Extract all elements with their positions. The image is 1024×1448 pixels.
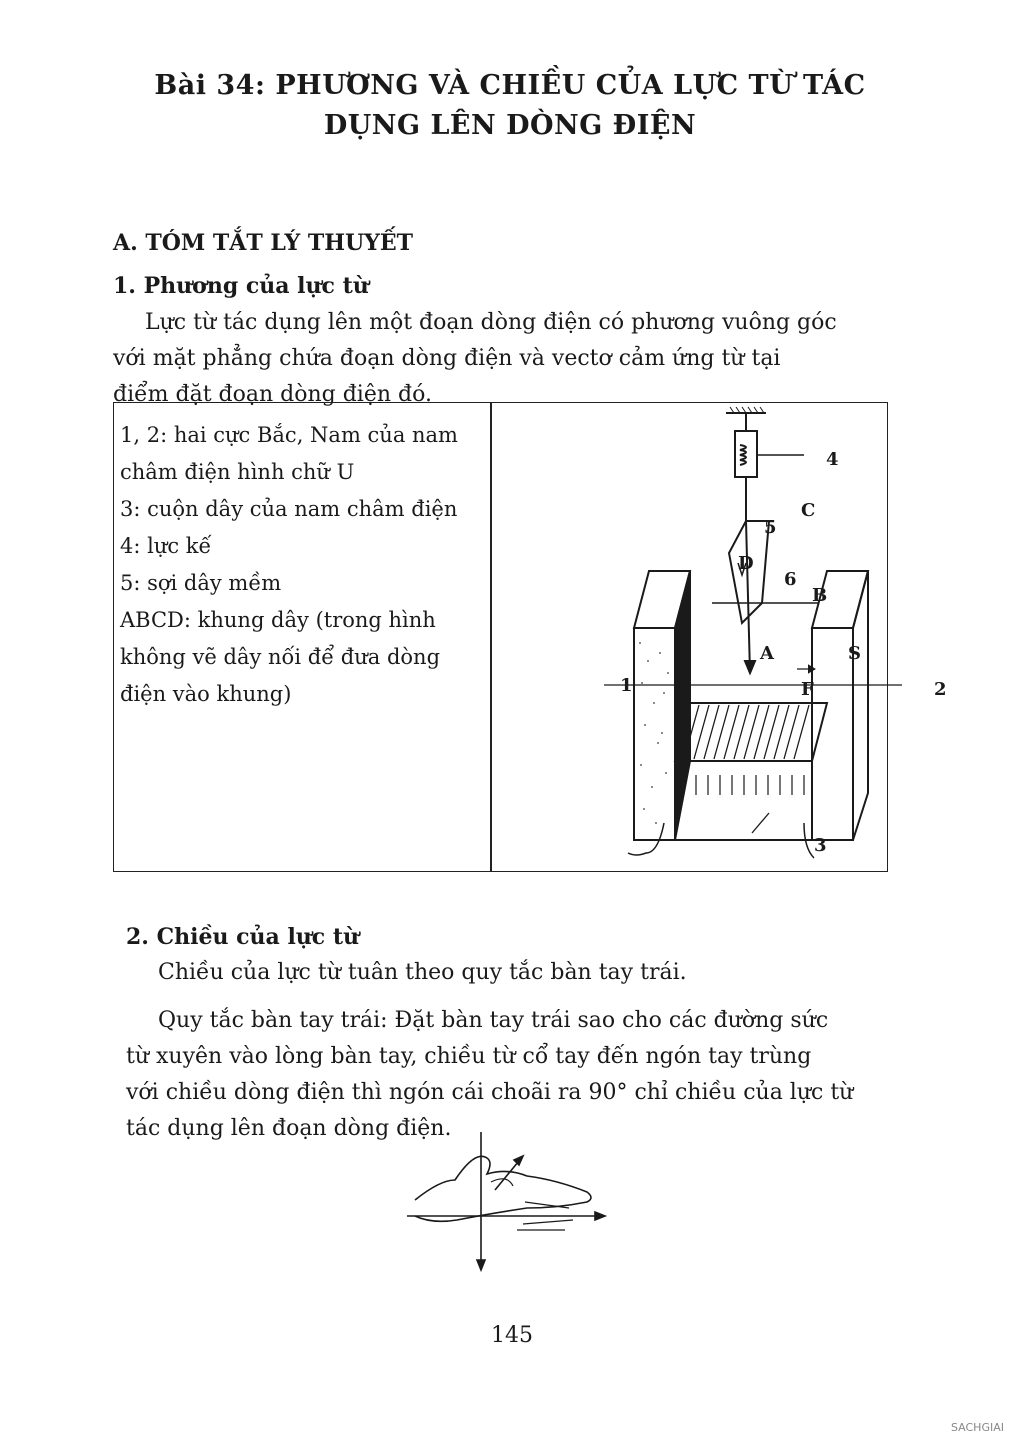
label-5: 5 (764, 517, 777, 538)
subsection-1-heading: 1. Phương của lực từ (113, 273, 369, 299)
label-B: B (812, 585, 828, 606)
subsection-1-line1: Lực từ tác dụng lên một đoạn dòng điện có phương vuông góc (145, 310, 837, 335)
subsection-2-para2-line2: từ xuyên vào lòng bàn tay, chiều từ cổ tay đến ngón tay trùng (126, 1044, 812, 1069)
section-a-heading: A. TÓM TẮT LÝ THUYẾT (113, 230, 414, 256)
subsection-2-heading: 2. Chiều của lực từ (126, 924, 360, 950)
subsection-2-para2-line4: tác dụng lên đoạn dòng điện. (126, 1116, 452, 1141)
figure-legend (120, 417, 480, 713)
label-1: 1 (620, 675, 633, 696)
subsection-2-para2-line3: với chiều dòng điện thì ngón cái choãi ra 90° chỉ chiều của lực từ (126, 1080, 854, 1105)
label-F: F (801, 679, 814, 700)
legend-item: ABCD: khung dây (trong hình không vẽ dây nối để đưa dòng điện vào khung) (120, 608, 441, 706)
legend-item: 4: lực kế (120, 534, 212, 558)
label-3: 3 (814, 835, 827, 856)
electromagnet-figure (494, 403, 947, 869)
subsection-2-para1: Chiều của lực từ tuân theo quy tắc bàn tay trái. (158, 960, 687, 985)
legend-item: 1, 2: hai cực Bắc, Nam của nam châm điện hình chữ U (120, 423, 458, 484)
brand-watermark: SACHGIAI (950, 1421, 1004, 1434)
label-4: 4 (826, 449, 839, 470)
label-6: 6 (784, 569, 797, 590)
subsection-1-line3: điểm đặt đoạn dòng điện đó. (113, 382, 432, 407)
label-C: C (801, 500, 816, 521)
page-number: 145 (491, 1323, 533, 1348)
label-D: D (738, 553, 754, 574)
figure-table (113, 402, 947, 872)
label-2: 2 (934, 679, 947, 700)
lesson-title-line2: DỤNG LÊN DÒNG ĐIỆN (323, 110, 697, 141)
left-hand-rule-figure (405, 1130, 615, 1275)
label-A: A (760, 643, 774, 664)
legend-item: 3: cuộn dây của nam châm điện (120, 497, 458, 521)
lesson-title-line1: Bài 34: PHƯƠNG VÀ CHIỀU CỦA LỰC TỪ TÁC (154, 70, 866, 101)
table-divider (490, 403, 492, 871)
subsection-2-para2-line1: Quy tắc bàn tay trái: Đặt bàn tay trái sao cho các đường sức (158, 1008, 829, 1033)
legend-item: 5: sợi dây mềm (120, 571, 282, 595)
label-S: S (848, 643, 861, 664)
subsection-1-line2: với mặt phẳng chứa đoạn dòng điện và vectơ cảm ứng từ tại (113, 346, 781, 371)
